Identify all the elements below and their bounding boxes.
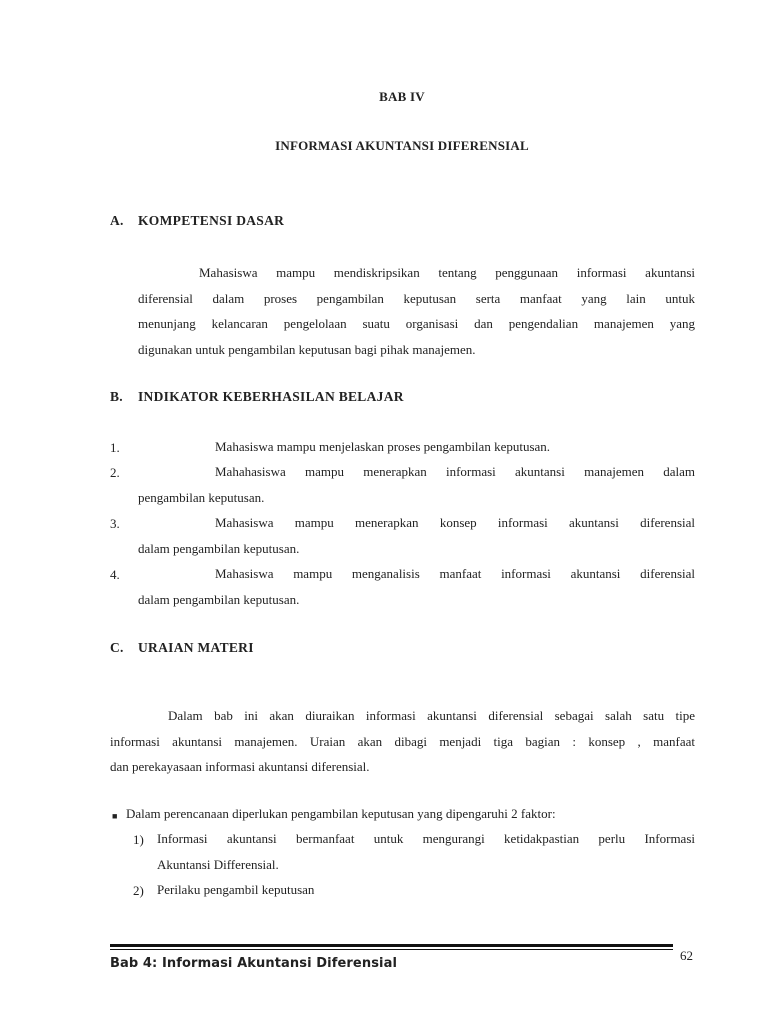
list-item-line: Mahasiswa mampu menganalisis manfaat informasi akuntansi diferensial [215, 566, 695, 581]
section-b-title: INDIKATOR KEBERHASILAN BELAJAR [138, 389, 404, 404]
paragraph-line: dan perekayasaan informasi akuntansi diferensial. [110, 759, 370, 774]
paragraph-line: informasi akuntansi manajemen. Uraian akan dibagi menjadi tiga bagian : konsep , manfaat [110, 733, 695, 749]
list-item [138, 459, 695, 511]
list-number: 2. [110, 465, 120, 480]
section-a-paragraph [138, 260, 695, 362]
paragraph-line: menunjang kelancaran pengelolaan suatu organisasi dan pengendalian manajemen yang [138, 316, 695, 331]
list-number: 1. [110, 440, 120, 455]
footer-rule-thick [110, 944, 673, 947]
sub-list-item [157, 877, 695, 903]
section-c-paragraph [110, 703, 695, 780]
page-number: 62 [680, 948, 693, 963]
chapter-title: INFORMASI AKUNTANSI DIFERENSIAL [275, 138, 529, 153]
paragraph-line: digunakan untuk pengambilan keputusan bagi pihak manajemen. [138, 341, 476, 357]
paragraph-line: Dalam bab ini akan diuraikan informasi akuntansi diferensial sebagai salah satu tipe [168, 708, 695, 723]
bullet-text: Dalam perencanaan diperlukan pengambilan keputusan yang dipengaruhi 2 faktor: [126, 806, 556, 821]
sub-list-number: 2) [133, 883, 144, 898]
paragraph-line: diferensial dalam proses pengambilan keputusan serta manfaat yang lain untuk [138, 290, 695, 306]
list-item-line: Mahasiswa mampu menerapkan konsep informasi akuntansi diferensial [215, 515, 695, 530]
section-c-heading [110, 640, 254, 656]
sub-list-line: Akuntansi Differensial. [157, 857, 279, 872]
list-item-line: pengambilan keputusan. [138, 490, 265, 505]
section-b-heading [110, 389, 404, 405]
chapter-number: BAB IV [379, 89, 425, 104]
sub-list-number: 1) [133, 832, 144, 847]
section-a-letter: A. [110, 213, 124, 228]
list-item-line: Mahasiswa mampu menjelaskan proses pengambilan keputusan. [215, 439, 551, 454]
sub-list-line: Informasi akuntansi bermanfaat untuk mengurangi ketidakpastian perlu Informasi [157, 831, 695, 846]
section-a-title: KOMPETENSI DASAR [138, 213, 285, 228]
list-number: 3. [110, 516, 120, 531]
section-b-letter: B. [110, 389, 123, 404]
bullet-square-icon: ■ [112, 811, 118, 821]
paragraph-line: Mahasiswa mampu mendiskripsikan tentang penggunaan informasi akuntansi [199, 265, 695, 280]
list-item-line: dalam pengambilan keputusan. [138, 592, 300, 607]
section-c-letter: C. [110, 640, 124, 655]
list-item [138, 510, 695, 562]
list-item [138, 434, 695, 460]
list-item [138, 561, 695, 613]
footer-chapter-label: Bab 4: Informasi Akuntansi Diferensial [110, 956, 398, 971]
list-item-line: dalam pengambilan keputusan. [138, 541, 300, 556]
footer-rule-thin [110, 949, 673, 950]
list-item-line: Mahahasiswa mampu menerapkan informasi akuntansi manajemen dalam [215, 464, 695, 479]
section-c-title: URAIAN MATERI [138, 640, 254, 655]
section-a-heading [110, 213, 284, 229]
sub-list-item [157, 826, 695, 878]
sub-list-line: Perilaku pengambil keputusan [157, 882, 315, 897]
list-number: 4. [110, 567, 120, 582]
